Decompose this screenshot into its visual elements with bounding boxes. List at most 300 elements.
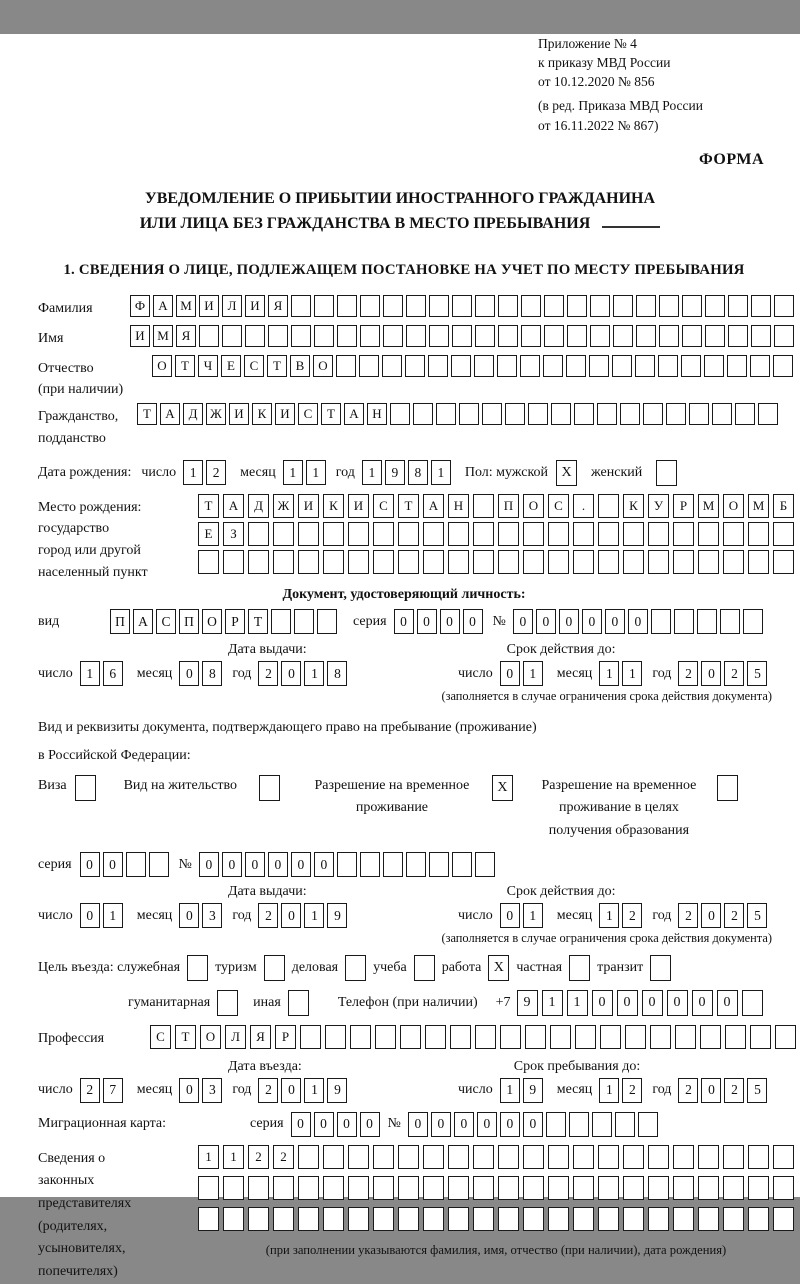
char-cell[interactable] <box>223 550 244 574</box>
char-cell[interactable] <box>149 852 169 877</box>
char-cell[interactable]: К <box>252 403 272 425</box>
char-cell[interactable] <box>705 295 725 317</box>
char-cell[interactable]: 0 <box>281 903 301 928</box>
char-cell[interactable] <box>423 1145 444 1169</box>
char-cell[interactable] <box>373 1207 394 1231</box>
char-cell[interactable] <box>475 325 495 347</box>
char-cell[interactable] <box>298 1207 319 1231</box>
char-cell[interactable]: М <box>698 494 719 518</box>
char-cell[interactable] <box>336 355 356 377</box>
char-cell[interactable] <box>612 355 632 377</box>
char-cell[interactable] <box>742 990 763 1016</box>
char-cell[interactable] <box>187 955 208 981</box>
char-cell[interactable]: 2 <box>206 460 226 485</box>
char-cell[interactable] <box>398 522 419 546</box>
char-cell[interactable] <box>748 1145 769 1169</box>
char-cell[interactable]: Б <box>773 494 794 518</box>
char-cell[interactable] <box>248 522 269 546</box>
char-cell[interactable] <box>398 1207 419 1231</box>
char-cell[interactable]: 6 <box>103 661 123 686</box>
char-cell[interactable] <box>574 403 594 425</box>
char-cell[interactable] <box>569 955 590 981</box>
char-cell[interactable]: 0 <box>314 1112 334 1137</box>
char-cell[interactable] <box>589 355 609 377</box>
char-cell[interactable] <box>383 325 403 347</box>
char-cell[interactable]: 1 <box>431 460 451 485</box>
char-cell[interactable]: 5 <box>747 661 767 686</box>
char-cell[interactable] <box>475 295 495 317</box>
char-cell[interactable] <box>300 1025 321 1049</box>
char-cell[interactable] <box>774 325 794 347</box>
char-cell[interactable]: И <box>229 403 249 425</box>
char-cell[interactable]: О <box>523 494 544 518</box>
char-cell[interactable] <box>268 325 288 347</box>
char-cell[interactable]: 1 <box>223 1145 244 1169</box>
char-cell[interactable] <box>448 550 469 574</box>
char-cell[interactable] <box>598 522 619 546</box>
char-cell[interactable] <box>373 1176 394 1200</box>
char-cell[interactable]: О <box>202 609 222 634</box>
char-cell[interactable]: 0 <box>268 852 288 877</box>
char-cell[interactable]: 5 <box>747 1078 767 1103</box>
char-cell[interactable] <box>723 1207 744 1231</box>
char-cell[interactable] <box>548 550 569 574</box>
char-cell[interactable] <box>375 1025 396 1049</box>
char-cell[interactable]: Л <box>225 1025 246 1049</box>
char-cell[interactable] <box>423 550 444 574</box>
char-cell[interactable] <box>590 325 610 347</box>
char-cell[interactable] <box>474 355 494 377</box>
char-cell[interactable]: 2 <box>724 1078 744 1103</box>
char-cell[interactable]: Е <box>198 522 219 546</box>
char-cell[interactable] <box>428 355 448 377</box>
char-cell[interactable] <box>475 1025 496 1049</box>
char-cell[interactable] <box>698 550 719 574</box>
temp-permit-checkbox[interactable] <box>492 775 513 801</box>
char-cell[interactable] <box>222 325 242 347</box>
char-cell[interactable] <box>717 775 738 801</box>
char-cell[interactable] <box>550 1025 571 1049</box>
char-cell[interactable]: Д <box>183 403 203 425</box>
char-cell[interactable] <box>666 403 686 425</box>
purpose-humanitarian-checkbox[interactable] <box>217 990 238 1016</box>
char-cell[interactable] <box>551 403 571 425</box>
char-cell[interactable]: Т <box>198 494 219 518</box>
char-cell[interactable] <box>498 1176 519 1200</box>
char-cell[interactable] <box>623 1145 644 1169</box>
char-cell[interactable] <box>689 403 709 425</box>
char-cell[interactable] <box>673 1145 694 1169</box>
char-cell[interactable]: Р <box>673 494 694 518</box>
char-cell[interactable] <box>615 1112 635 1137</box>
char-cell[interactable]: 0 <box>80 903 100 928</box>
char-cell[interactable] <box>383 295 403 317</box>
char-cell[interactable] <box>273 522 294 546</box>
char-cell[interactable] <box>643 403 663 425</box>
char-cell[interactable] <box>598 1207 619 1231</box>
char-cell[interactable]: М <box>153 325 173 347</box>
char-cell[interactable]: 0 <box>477 1112 497 1137</box>
char-cell[interactable]: В <box>290 355 310 377</box>
char-cell[interactable] <box>525 1025 546 1049</box>
char-cell[interactable] <box>636 295 656 317</box>
char-cell[interactable]: Т <box>398 494 419 518</box>
char-cell[interactable]: 0 <box>440 609 460 634</box>
char-cell[interactable]: 0 <box>337 1112 357 1137</box>
char-cell[interactable]: 0 <box>500 903 520 928</box>
char-cell[interactable]: Т <box>175 1025 196 1049</box>
char-cell[interactable] <box>751 325 771 347</box>
char-cell[interactable]: 0 <box>103 852 123 877</box>
char-cell[interactable] <box>382 355 402 377</box>
char-cell[interactable] <box>673 1207 694 1231</box>
char-cell[interactable]: М <box>748 494 769 518</box>
purpose-official-checkbox[interactable] <box>187 955 208 981</box>
char-cell[interactable] <box>360 325 380 347</box>
temp-permit-edu-checkbox[interactable] <box>717 775 738 801</box>
char-cell[interactable]: 1 <box>567 990 588 1016</box>
char-cell[interactable] <box>705 325 725 347</box>
char-cell[interactable]: З <box>223 522 244 546</box>
char-cell[interactable]: И <box>275 403 295 425</box>
char-cell[interactable]: С <box>244 355 264 377</box>
char-cell[interactable]: 0 <box>80 852 100 877</box>
char-cell[interactable]: 0 <box>559 609 579 634</box>
char-cell[interactable] <box>360 852 380 877</box>
char-cell[interactable] <box>429 295 449 317</box>
char-cell[interactable] <box>498 550 519 574</box>
char-cell[interactable] <box>448 522 469 546</box>
char-cell[interactable]: Я <box>250 1025 271 1049</box>
char-cell[interactable] <box>475 852 495 877</box>
char-cell[interactable] <box>775 1025 796 1049</box>
char-cell[interactable]: 1 <box>622 661 642 686</box>
purpose-business-checkbox[interactable] <box>345 955 366 981</box>
char-cell[interactable]: 0 <box>408 1112 428 1137</box>
char-cell[interactable]: 2 <box>273 1145 294 1169</box>
char-cell[interactable]: 2 <box>678 661 698 686</box>
char-cell[interactable] <box>590 295 610 317</box>
char-cell[interactable]: А <box>223 494 244 518</box>
char-cell[interactable] <box>598 1145 619 1169</box>
char-cell[interactable] <box>623 1176 644 1200</box>
char-cell[interactable] <box>575 1025 596 1049</box>
char-cell[interactable] <box>592 1112 612 1137</box>
char-cell[interactable]: 0 <box>667 990 688 1016</box>
char-cell[interactable] <box>650 955 671 981</box>
char-cell[interactable] <box>523 550 544 574</box>
char-cell[interactable]: 8 <box>327 661 347 686</box>
char-cell[interactable] <box>337 852 357 877</box>
char-cell[interactable]: 0 <box>642 990 663 1016</box>
char-cell[interactable]: Р <box>275 1025 296 1049</box>
char-cell[interactable] <box>348 1176 369 1200</box>
char-cell[interactable] <box>723 550 744 574</box>
char-cell[interactable] <box>723 1145 744 1169</box>
char-cell[interactable] <box>613 295 633 317</box>
char-cell[interactable] <box>712 403 732 425</box>
char-cell[interactable]: 1 <box>523 661 543 686</box>
char-cell[interactable]: 0 <box>199 852 219 877</box>
char-cell[interactable]: 0 <box>605 609 625 634</box>
char-cell[interactable]: 2 <box>80 1078 100 1103</box>
char-cell[interactable]: И <box>130 325 150 347</box>
char-cell[interactable]: 0 <box>523 1112 543 1137</box>
char-cell[interactable] <box>450 1025 471 1049</box>
char-cell[interactable]: 0 <box>314 852 334 877</box>
char-cell[interactable] <box>523 522 544 546</box>
char-cell[interactable] <box>406 295 426 317</box>
char-cell[interactable]: 0 <box>617 990 638 1016</box>
char-cell[interactable] <box>390 403 410 425</box>
char-cell[interactable] <box>273 550 294 574</box>
char-cell[interactable] <box>648 1145 669 1169</box>
char-cell[interactable] <box>337 295 357 317</box>
char-cell[interactable]: 0 <box>360 1112 380 1137</box>
char-cell[interactable] <box>314 295 334 317</box>
char-cell[interactable]: П <box>179 609 199 634</box>
char-cell[interactable] <box>345 955 366 981</box>
char-cell[interactable]: О <box>200 1025 221 1049</box>
char-cell[interactable] <box>248 550 269 574</box>
char-cell[interactable] <box>613 325 633 347</box>
char-cell[interactable]: О <box>313 355 333 377</box>
purpose-work-checkbox[interactable] <box>488 955 509 981</box>
char-cell[interactable] <box>698 522 719 546</box>
char-cell[interactable]: С <box>150 1025 171 1049</box>
char-cell[interactable]: Р <box>225 609 245 634</box>
char-cell[interactable] <box>623 522 644 546</box>
char-cell[interactable] <box>623 550 644 574</box>
char-cell[interactable] <box>294 609 314 634</box>
purpose-study-checkbox[interactable] <box>414 955 435 981</box>
char-cell[interactable]: 1 <box>198 1145 219 1169</box>
char-cell[interactable] <box>651 609 671 634</box>
char-cell[interactable] <box>648 522 669 546</box>
char-cell[interactable] <box>682 295 702 317</box>
char-cell[interactable]: 0 <box>417 609 437 634</box>
char-cell[interactable] <box>597 403 617 425</box>
char-cell[interactable]: Л <box>222 295 242 317</box>
char-cell[interactable] <box>773 1176 794 1200</box>
char-cell[interactable] <box>528 403 548 425</box>
char-cell[interactable] <box>659 325 679 347</box>
char-cell[interactable]: 1 <box>283 460 303 485</box>
char-cell[interactable] <box>348 1145 369 1169</box>
char-cell[interactable]: 0 <box>717 990 738 1016</box>
char-cell[interactable] <box>425 1025 446 1049</box>
char-cell[interactable] <box>750 355 770 377</box>
char-cell[interactable]: Т <box>248 609 268 634</box>
char-cell[interactable] <box>598 494 619 518</box>
residence-permit-checkbox[interactable] <box>259 775 280 801</box>
char-cell[interactable]: А <box>153 295 173 317</box>
char-cell[interactable] <box>573 550 594 574</box>
char-cell[interactable]: Е <box>221 355 241 377</box>
char-cell[interactable] <box>298 1145 319 1169</box>
char-cell[interactable] <box>473 494 494 518</box>
char-cell[interactable] <box>505 403 525 425</box>
char-cell[interactable] <box>635 355 655 377</box>
char-cell[interactable] <box>548 1176 569 1200</box>
char-cell[interactable]: 0 <box>536 609 556 634</box>
char-cell[interactable]: М <box>176 295 196 317</box>
char-cell[interactable] <box>728 295 748 317</box>
char-cell[interactable] <box>323 550 344 574</box>
char-cell[interactable] <box>638 1112 658 1137</box>
char-cell[interactable] <box>298 550 319 574</box>
char-cell[interactable]: 1 <box>304 661 324 686</box>
purpose-tourism-checkbox[interactable] <box>264 955 285 981</box>
char-cell[interactable]: Я <box>176 325 196 347</box>
char-cell[interactable]: И <box>245 295 265 317</box>
char-cell[interactable] <box>725 1025 746 1049</box>
char-cell[interactable]: 7 <box>103 1078 123 1103</box>
char-cell[interactable] <box>350 1025 371 1049</box>
char-cell[interactable] <box>774 295 794 317</box>
char-cell[interactable] <box>548 1145 569 1169</box>
char-cell[interactable] <box>723 522 744 546</box>
char-cell[interactable] <box>523 1207 544 1231</box>
char-cell[interactable] <box>383 852 403 877</box>
char-cell[interactable] <box>748 522 769 546</box>
char-cell[interactable] <box>697 609 717 634</box>
char-cell[interactable]: Д <box>248 494 269 518</box>
char-cell[interactable]: 0 <box>291 852 311 877</box>
char-cell[interactable] <box>248 1176 269 1200</box>
char-cell[interactable] <box>674 609 694 634</box>
char-cell[interactable]: 2 <box>724 661 744 686</box>
char-cell[interactable]: 3 <box>202 1078 222 1103</box>
char-cell[interactable]: 9 <box>385 460 405 485</box>
char-cell[interactable]: Т <box>267 355 287 377</box>
char-cell[interactable] <box>497 355 517 377</box>
purpose-other-checkbox[interactable] <box>288 990 309 1016</box>
char-cell[interactable] <box>623 1207 644 1231</box>
char-cell[interactable] <box>704 355 724 377</box>
char-cell[interactable]: П <box>110 609 130 634</box>
char-cell[interactable]: С <box>298 403 318 425</box>
char-cell[interactable]: 0 <box>500 661 520 686</box>
char-cell[interactable]: П <box>498 494 519 518</box>
char-cell[interactable] <box>436 403 456 425</box>
purpose-private-checkbox[interactable] <box>569 955 590 981</box>
char-cell[interactable] <box>750 1025 771 1049</box>
char-cell[interactable] <box>348 1207 369 1231</box>
char-cell[interactable] <box>423 1176 444 1200</box>
char-cell[interactable] <box>698 1207 719 1231</box>
char-cell[interactable]: 0 <box>500 1112 520 1137</box>
visa-checkbox[interactable] <box>75 775 96 801</box>
char-cell[interactable] <box>650 1025 671 1049</box>
char-cell[interactable]: 9 <box>517 990 538 1016</box>
char-cell[interactable]: Т <box>175 355 195 377</box>
char-cell[interactable] <box>360 295 380 317</box>
char-cell[interactable]: А <box>133 609 153 634</box>
char-cell[interactable] <box>223 1207 244 1231</box>
char-cell[interactable] <box>773 1207 794 1231</box>
char-cell[interactable]: 2 <box>622 903 642 928</box>
char-cell[interactable] <box>298 522 319 546</box>
char-cell[interactable] <box>773 1145 794 1169</box>
char-cell[interactable] <box>414 955 435 981</box>
char-cell[interactable]: 2 <box>258 1078 278 1103</box>
char-cell[interactable] <box>473 1207 494 1231</box>
char-cell[interactable]: 1 <box>500 1078 520 1103</box>
char-cell[interactable] <box>423 522 444 546</box>
char-cell[interactable] <box>544 325 564 347</box>
char-cell[interactable] <box>548 1207 569 1231</box>
char-cell[interactable]: С <box>373 494 394 518</box>
char-cell[interactable] <box>625 1025 646 1049</box>
char-cell[interactable]: О <box>152 355 172 377</box>
char-cell[interactable] <box>748 1176 769 1200</box>
char-cell[interactable] <box>288 990 309 1016</box>
char-cell[interactable] <box>429 325 449 347</box>
char-cell[interactable]: 9 <box>327 1078 347 1103</box>
char-cell[interactable] <box>317 609 337 634</box>
char-cell[interactable]: 0 <box>628 609 648 634</box>
char-cell[interactable] <box>291 295 311 317</box>
char-cell[interactable] <box>656 460 677 486</box>
char-cell[interactable]: У <box>648 494 669 518</box>
char-cell[interactable]: 0 <box>582 609 602 634</box>
char-cell[interactable]: 9 <box>327 903 347 928</box>
char-cell[interactable]: К <box>623 494 644 518</box>
char-cell[interactable]: 0 <box>281 1078 301 1103</box>
char-cell[interactable]: 0 <box>291 1112 311 1137</box>
char-cell[interactable] <box>673 1176 694 1200</box>
sex-female-checkbox[interactable] <box>656 460 677 486</box>
char-cell[interactable] <box>413 403 433 425</box>
char-cell[interactable] <box>264 955 285 981</box>
char-cell[interactable] <box>720 609 740 634</box>
char-cell[interactable] <box>743 609 763 634</box>
char-cell[interactable] <box>773 550 794 574</box>
char-cell[interactable]: 1 <box>599 903 619 928</box>
char-cell[interactable]: 0 <box>222 852 242 877</box>
char-cell[interactable]: X <box>556 460 577 486</box>
char-cell[interactable] <box>567 325 587 347</box>
char-cell[interactable] <box>325 1025 346 1049</box>
char-cell[interactable] <box>406 325 426 347</box>
char-cell[interactable] <box>723 1176 744 1200</box>
char-cell[interactable]: 0 <box>701 1078 721 1103</box>
char-cell[interactable]: 1 <box>183 460 203 485</box>
char-cell[interactable]: Н <box>448 494 469 518</box>
char-cell[interactable] <box>198 1207 219 1231</box>
char-cell[interactable]: Ф <box>130 295 150 317</box>
char-cell[interactable] <box>773 355 793 377</box>
char-cell[interactable]: 5 <box>747 903 767 928</box>
char-cell[interactable] <box>748 550 769 574</box>
purpose-transit-checkbox[interactable] <box>650 955 671 981</box>
char-cell[interactable] <box>459 403 479 425</box>
char-cell[interactable] <box>728 325 748 347</box>
char-cell[interactable]: 2 <box>678 903 698 928</box>
char-cell[interactable]: А <box>423 494 444 518</box>
char-cell[interactable] <box>448 1207 469 1231</box>
char-cell[interactable] <box>573 1176 594 1200</box>
sex-male-checkbox[interactable] <box>556 460 577 486</box>
char-cell[interactable] <box>569 1112 589 1137</box>
char-cell[interactable] <box>648 550 669 574</box>
char-cell[interactable]: Ж <box>273 494 294 518</box>
char-cell[interactable] <box>620 403 640 425</box>
char-cell[interactable]: 0 <box>592 990 613 1016</box>
char-cell[interactable] <box>658 355 678 377</box>
char-cell[interactable]: А <box>344 403 364 425</box>
